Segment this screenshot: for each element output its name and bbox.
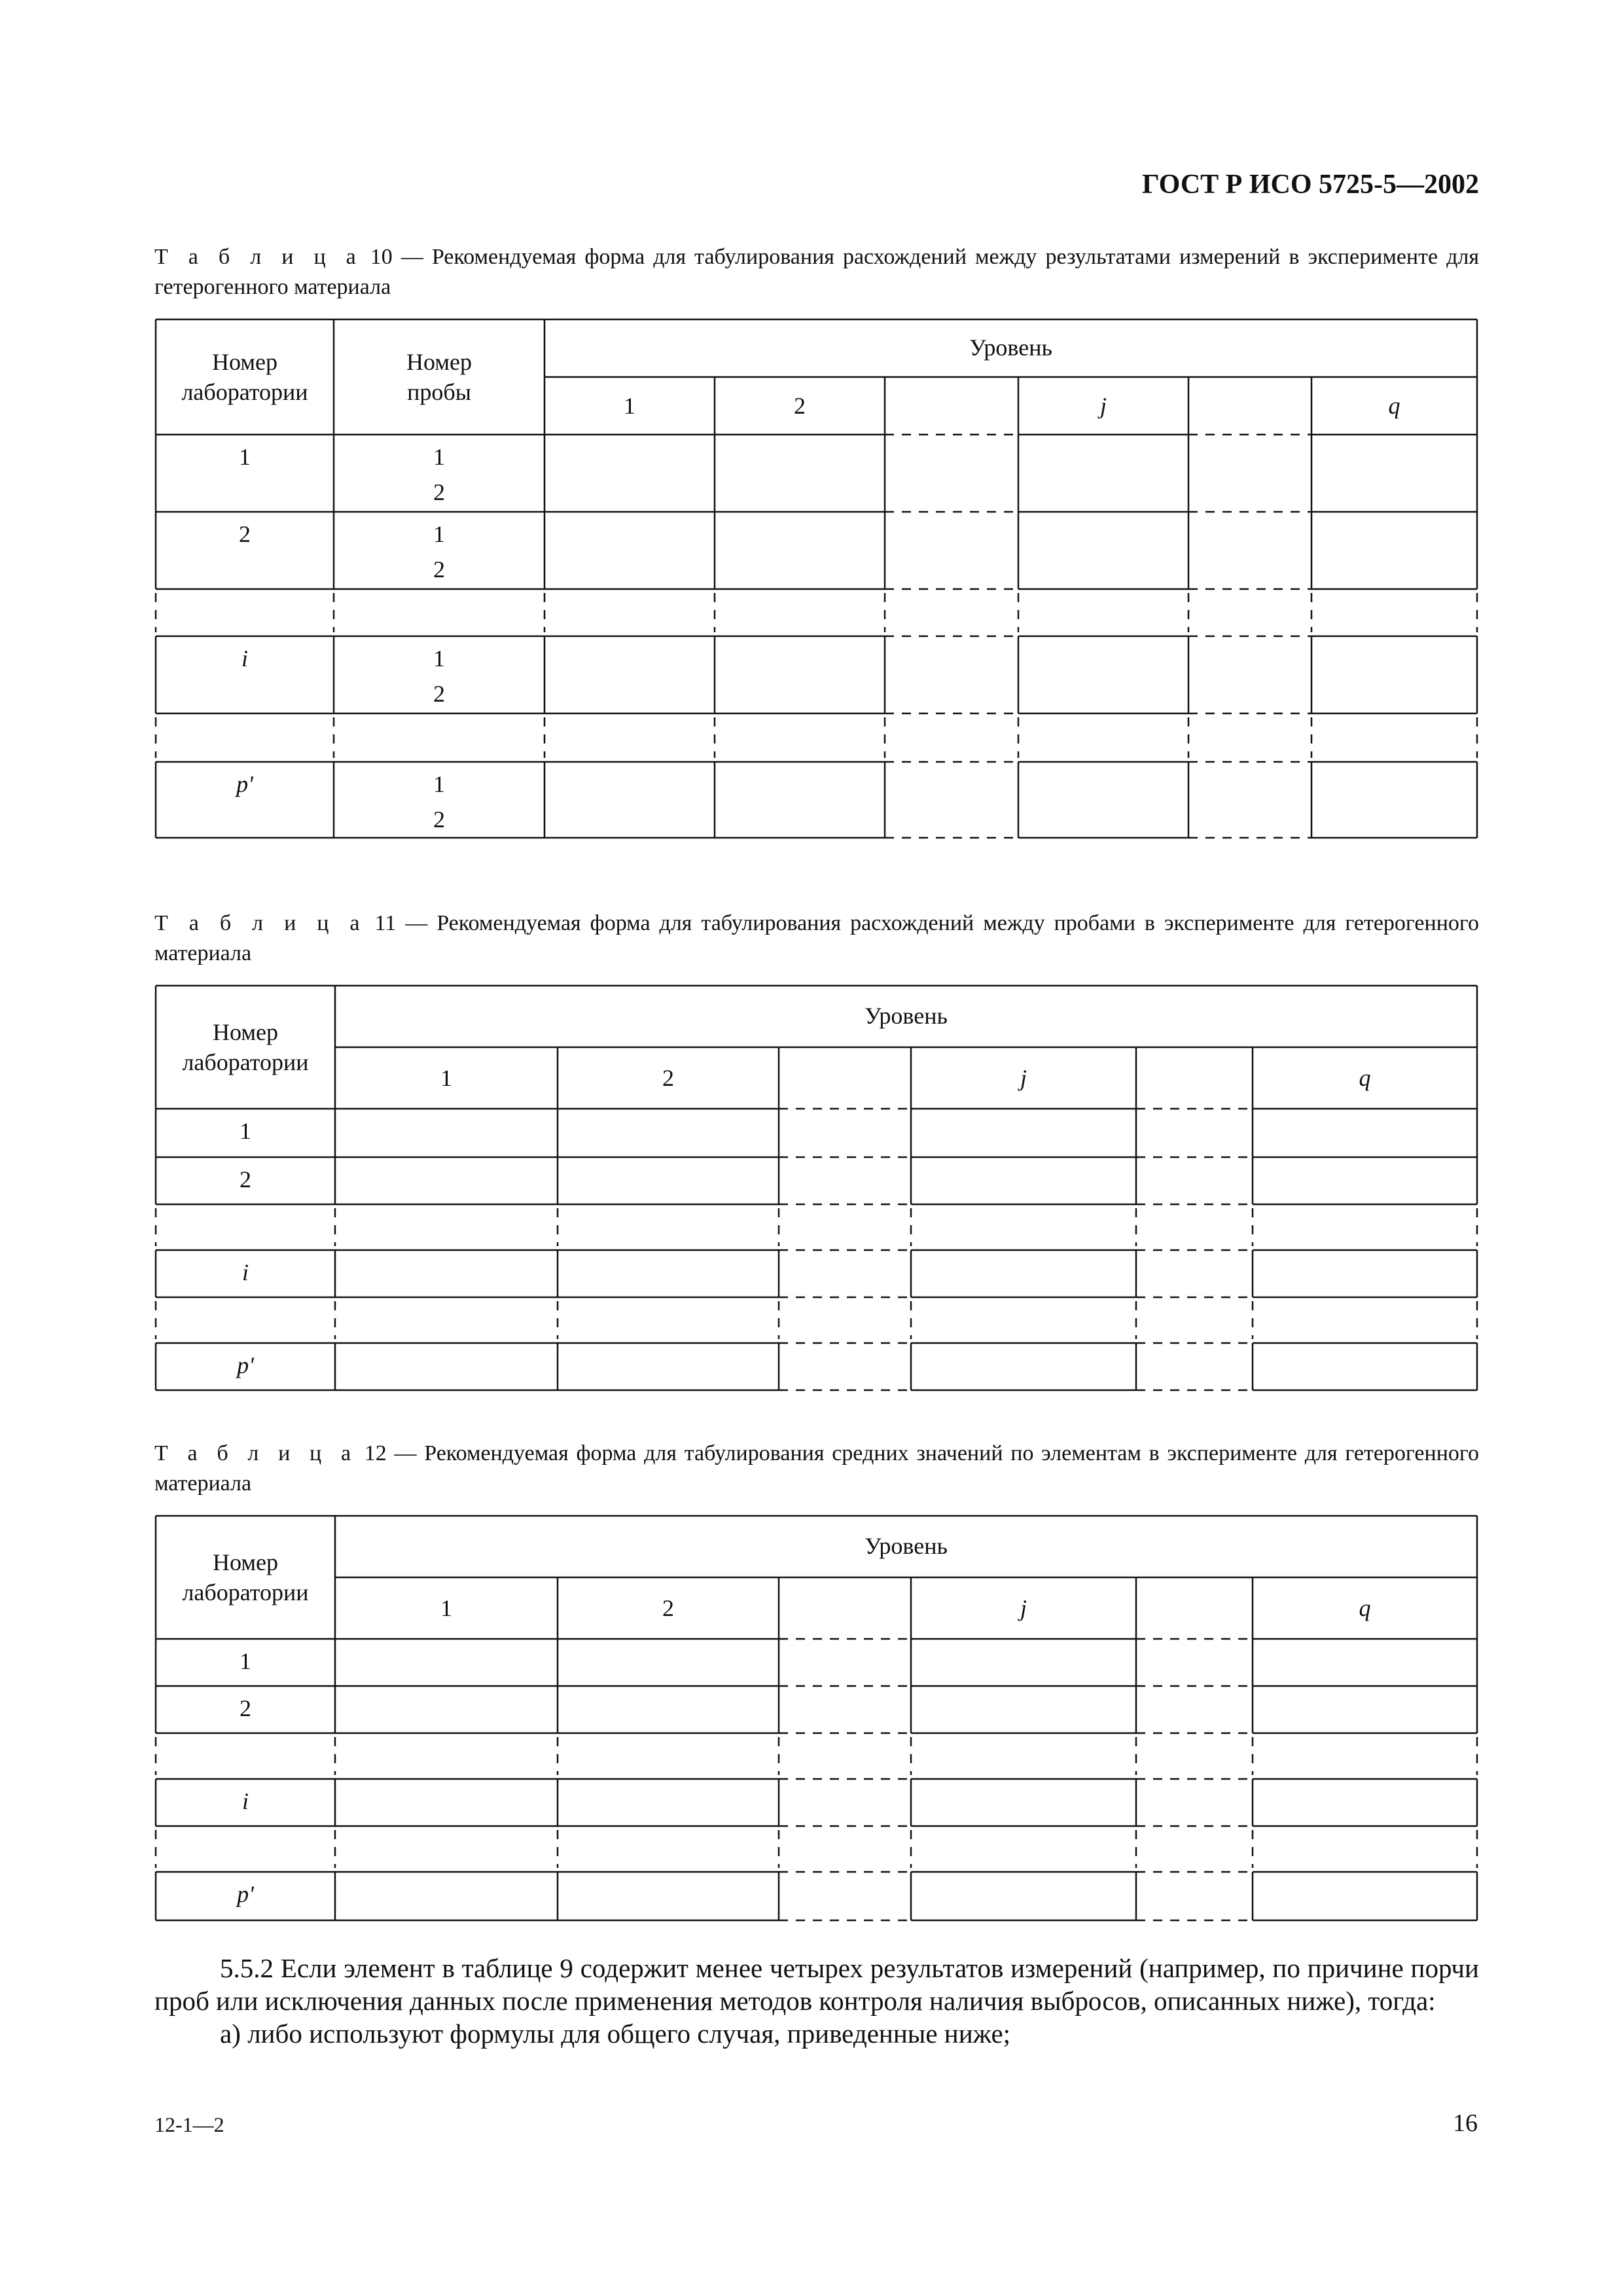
level-column-q: q [1388, 393, 1400, 419]
footer-code: 12-1—2 [154, 2113, 224, 2136]
probe-1: 1 [433, 771, 445, 797]
level-column-j: j [1099, 393, 1107, 419]
level-column-2: 2 [662, 1595, 674, 1621]
lab-row-2: 2 [239, 521, 251, 547]
level-column-1: 1 [624, 393, 635, 419]
probe-1: 1 [433, 645, 445, 672]
lab-row-2: 2 [240, 1166, 251, 1193]
header-lab-number-line2: лаборатории [181, 379, 308, 405]
lab-row-pprime: p' [236, 771, 253, 797]
lab-row-1: 1 [240, 1648, 251, 1674]
probe-2: 2 [433, 806, 445, 833]
table-12-caption [154, 1439, 1479, 1499]
lab-row-i: i [241, 1788, 249, 1814]
lab-row-pprime: p' [237, 1881, 254, 1907]
probe-1: 1 [433, 521, 445, 547]
lab-row-1: 1 [240, 1118, 251, 1144]
document-code-header: ГОСТ Р ИСО 5725-5—2002 [1141, 170, 1479, 200]
header-lab-number-line1: Номер [211, 349, 278, 375]
lab-row-2: 2 [240, 1695, 251, 1721]
level-column-2: 2 [662, 1065, 674, 1091]
level-column-q: q [1359, 1065, 1371, 1091]
list-item-a: а) либо используют формулы для общего случая, приведенные ниже; [220, 2018, 1011, 2049]
table-11-caption [154, 908, 1479, 969]
lab-row-pprime: p' [237, 1352, 254, 1378]
header-lab-number-line2: лаборатории [182, 1579, 309, 1605]
paragraph-5-5-2: 5.5.2 Если элемент в таблице 9 содержит менее четырех результатов измерений (например, по причине порчи проб или исключения данных после применения методов контроля наличия выбросов, описанных ниже), тогда: [154, 1953, 1479, 2016]
header-level-title: Уровень [865, 1003, 948, 1029]
header-lab-number-line1: Номер [212, 1549, 279, 1575]
header-lab-number-line2: лаборатории [182, 1049, 309, 1075]
probe-2: 2 [433, 681, 445, 707]
table-11-caption-label: Т а б л и ц а [154, 911, 366, 935]
header-probe-number-line2: пробы [407, 379, 471, 405]
header-probe-number-line1: Номер [406, 349, 473, 375]
table-12-caption-text: 12 — Рекомендуемая форма для табулирования средних значений по элементам в эксперименте для гетерогенного материала [154, 1441, 1480, 1496]
lab-row-i: i [241, 645, 249, 672]
level-column-2: 2 [794, 393, 806, 419]
level-column-q: q [1359, 1595, 1371, 1621]
level-column-1: 1 [440, 1065, 452, 1091]
lab-row-1: 1 [239, 444, 251, 470]
table-11-caption-text: 11 — Рекомендуемая форма для табулирования расхождений между пробами в эксперименте для гетерогенного материала [154, 911, 1479, 965]
level-column-j: j [1020, 1065, 1027, 1091]
table-10-caption [154, 242, 1479, 302]
level-column-1: 1 [440, 1595, 452, 1621]
probe-1: 1 [433, 444, 445, 470]
probe-2: 2 [433, 479, 445, 505]
body-text [154, 1952, 1479, 2050]
header-lab-number-line1: Номер [212, 1019, 279, 1045]
probe-2: 2 [433, 556, 445, 583]
table-10-caption-label: Т а б л и ц а [154, 245, 362, 269]
table-12-caption-label: Т а б л и ц а [154, 1441, 357, 1465]
lab-row-i: i [241, 1259, 249, 1285]
table-10-caption-text: 10 — Рекомендуемая форма для табулирования расхождений между результатами измерений в эксперименте для гетерогенного материала [154, 245, 1479, 299]
level-column-j: j [1020, 1595, 1027, 1621]
header-level-title: Уровень [865, 1533, 948, 1559]
page-number: 16 [1453, 2109, 1478, 2137]
header-level-title: Уровень [969, 334, 1052, 361]
